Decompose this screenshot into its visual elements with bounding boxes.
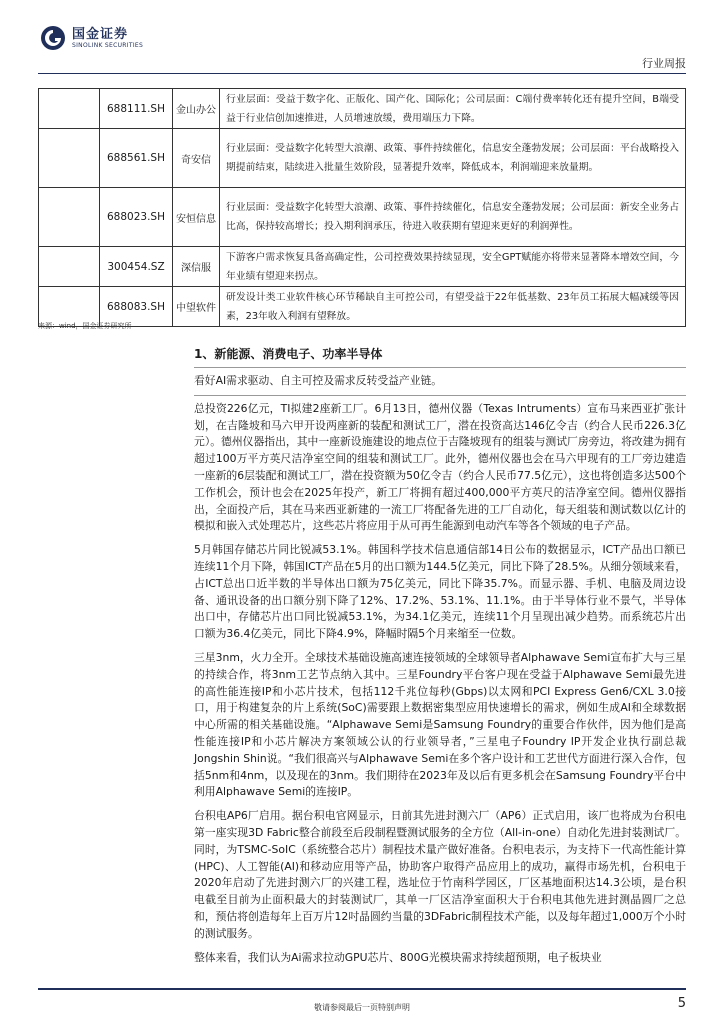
- paragraph-korea-memory: 5月韩国存储芯片同比锐减53.1%。韩国科学技术信息通信部14日公布的数据显示，ICT产品出口额已连续11个月下降，韩国ICT产品在5月的出口额为144.5亿美元，同比下降了28.5%。从细分领域来看，占ICT总出口近半数的半导体出口额为75亿美元，同比下降35.7%。而显示器、手机、电脑及周边设备、通讯设备的出口额分别下降了12%、17.2%、53.1%、11.1%。由于半导体行业不景气，半导体出口中，存储芯片出口同比锐减53.1%，为34.1亿美元，连续11个月呈现出减少趋势。而系统芯片出口额为36.4亿美元，同比下降4.9%，降幅时隔5个月来缩至一位数。: [194, 543, 686, 641]
- logo-icon: [40, 25, 66, 51]
- stock-code: 688111.SH: [100, 89, 173, 129]
- header-divider: [38, 73, 686, 74]
- table-source-note: 来源：wind，国金证券研究所: [38, 322, 132, 330]
- section-divider: [194, 367, 686, 368]
- stock-rationale: 下游客户需求恢复具备高确定性，公司控费效果持续显现，安全GPT赋能亦将带来显著降本增效空间，今年业绩有望迎来拐点。: [220, 247, 686, 287]
- page-number: 5: [677, 996, 686, 1011]
- stock-name: 深信服: [173, 247, 220, 287]
- footer-disclaimer: 敬请参阅最后一页特别声明: [314, 1003, 410, 1012]
- stock-rationale: 行业层面：受益于数字化、正版化、国产化、国际化；公司层面：C端付费率转化还有提升空间，B端受益于行业信创加速推进，人员增速放缓，费用端压力下降。: [220, 89, 686, 129]
- footer-divider: [38, 988, 686, 990]
- stock-name: 金山办公: [173, 89, 220, 129]
- report-type-label: 行业周报: [642, 57, 686, 70]
- stock-name: 中望软件: [173, 287, 220, 327]
- paragraph-ti-expansion: 总投资226亿元，TI拟建2座新工厂。6月13日，德州仪器（Texas Intruments）宣布马来西亚扩张计划，在吉隆坡和马六甲开设两座新的装配和测试工厂，潜在投资高达146亿令吉（约合人民币226.3亿元）。德州仪器指出，其中一座新设施建设的地点位于吉隆坡现有的组装与测试厂房旁边，将改建为拥有超过100万平方英尺洁净室空间的组装和测试工厂。此外，德州仪器也会在马六甲现有的工厂旁边建造一座新的6层装配和测试工厂，潜在投资额为50亿令吉（约合人民币77.5亿元），这也将创造多达500个工作机会，预计也会在2025年投产，新工厂将拥有超过400,000平方英尺的洁净室空间。德州仪器指出，全面投产后，其在马来西亚新建的一流工厂将配备先进的工厂自动化，每天组装和测试数以亿计的模拟和嵌入式处理芯片，这些芯片将应用于从可再生能源到电动汽车等各个领域的电子产品。: [194, 401, 686, 533]
- table-row: [39, 247, 686, 287]
- stock-rationale: 研发设计类工业软件核心环节稀缺自主可控公司，有望受益于22年低基数、23年员工拓展大幅减缓等因素，23年收入利润有望释放。: [220, 287, 686, 327]
- stock-rationale: 行业层面：受益数字化转型大浪潮、政策、事件持续催化，信息安全蓬勃发展；公司层面：新安全业务占比高，保持较高增长；投入期利润承压，待进入收获期有望迎来更好的利润弹性。: [220, 188, 686, 247]
- stock-name: 安恒信息: [173, 188, 220, 247]
- logo-name-cn: 国金证券: [72, 26, 129, 42]
- stock-code: 300454.SZ: [100, 247, 173, 287]
- paragraph-samsung-3nm: 三星3nm，火力全开。全球技术基础设施高速连接领域的全球领导者Alphawave Semi宣布扩大与三星的持续合作，将3nm工艺节点纳入其中。三星Foundry平台客户现在受益于Alphawave Semi最先进的高性能连接IP和小芯片技术，包括112千兆位每秒(Gbps)以太网和PCI Express Gen6/CXL 3.0接口，用于构建复杂的片上系统(SoC)需要跟上数据密集型应用快速增长的需求，例如生成AI和全球数据中心所需的相关基础设施。“Alphawave Semi是Samsung Foundry的重要合作伙伴，因为他们是高性能连接IP和小芯片解决方案领域公认的行业领导者，”三星电子Foundry IP开发企业执行副总裁Jongshin Shin说。“我们很高兴与Alphawave Semi在多个客户设计和工艺世代方面进行深入合作，包括5nm和4nm，以及现在的3nm。我们期待在2023年及以后有更多机会在Samsung Foundry平台中利用Alphawave Semi的连接IP。: [194, 650, 686, 799]
- section-summary: 看好AI需求驱动、自主可控及需求反转受益产业链。: [194, 374, 443, 387]
- stock-rationale: 行业层面：受益数字化转型大浪潮、政策、事件持续催化，信息安全蓬勃发展；公司层面：平台战略投入期提前结束，陆续进入批量生效阶段，显著提升效率，降低成本，利润端迎来放量期。: [220, 129, 686, 188]
- stock-code: 688083.SH: [100, 287, 173, 327]
- stock-code: 688023.SH: [100, 188, 173, 247]
- stock-table: [38, 88, 686, 327]
- table-row: [39, 129, 686, 188]
- logo-name-en: SINOLINK SECURITIES: [72, 41, 144, 49]
- table-row: [39, 287, 686, 327]
- paragraph-tsmc-ap6: 台积电AP6厂启用。据台积电官网显示，日前其先进封测六厂（AP6）正式启用，该厂也将成为台积电第一座实现3D Fabric整合前段至后段制程暨测试服务的全方位（All-in-one）自动化先进封装测试厂。同时，为TSMC-SoIC（系统整合芯片）制程技术量产做好准备。台积电表示，为支持下一代高性能计算(HPC)、人工智能(AI)和移动应用等产品，协助客户取得产品应用上的成功，赢得市场先机，台积电于2020年启动了先进封测六厂的兴建工程，选址位于竹南科学园区，厂区基地面积达14.3公顷，是台积电截至目前为止面积最大的封装测试厂，其单一厂区洁净室面积大于台积电其他先进封测晶圆厂之总和，预估将创造每年上百万片12吋晶圆约当量的3DFabric制程技术产能，以及每年超过1,000万个小时的测试服务。: [194, 809, 686, 940]
- stock-name: 奇安信: [173, 129, 220, 188]
- main-content: [194, 340, 686, 966]
- paragraph-summary: 整体来看，我们认为Ai需求拉动GPU芯片、800G光模块需求持续超预期，电子板块业: [194, 950, 602, 964]
- table-row: [39, 89, 686, 129]
- section-title: 1、新能源、消费电子、功率半导体: [194, 347, 383, 361]
- table-row: [39, 188, 686, 247]
- stock-code: 688561.SH: [100, 129, 173, 188]
- section-divider: [194, 395, 686, 396]
- company-logo: [40, 25, 143, 51]
